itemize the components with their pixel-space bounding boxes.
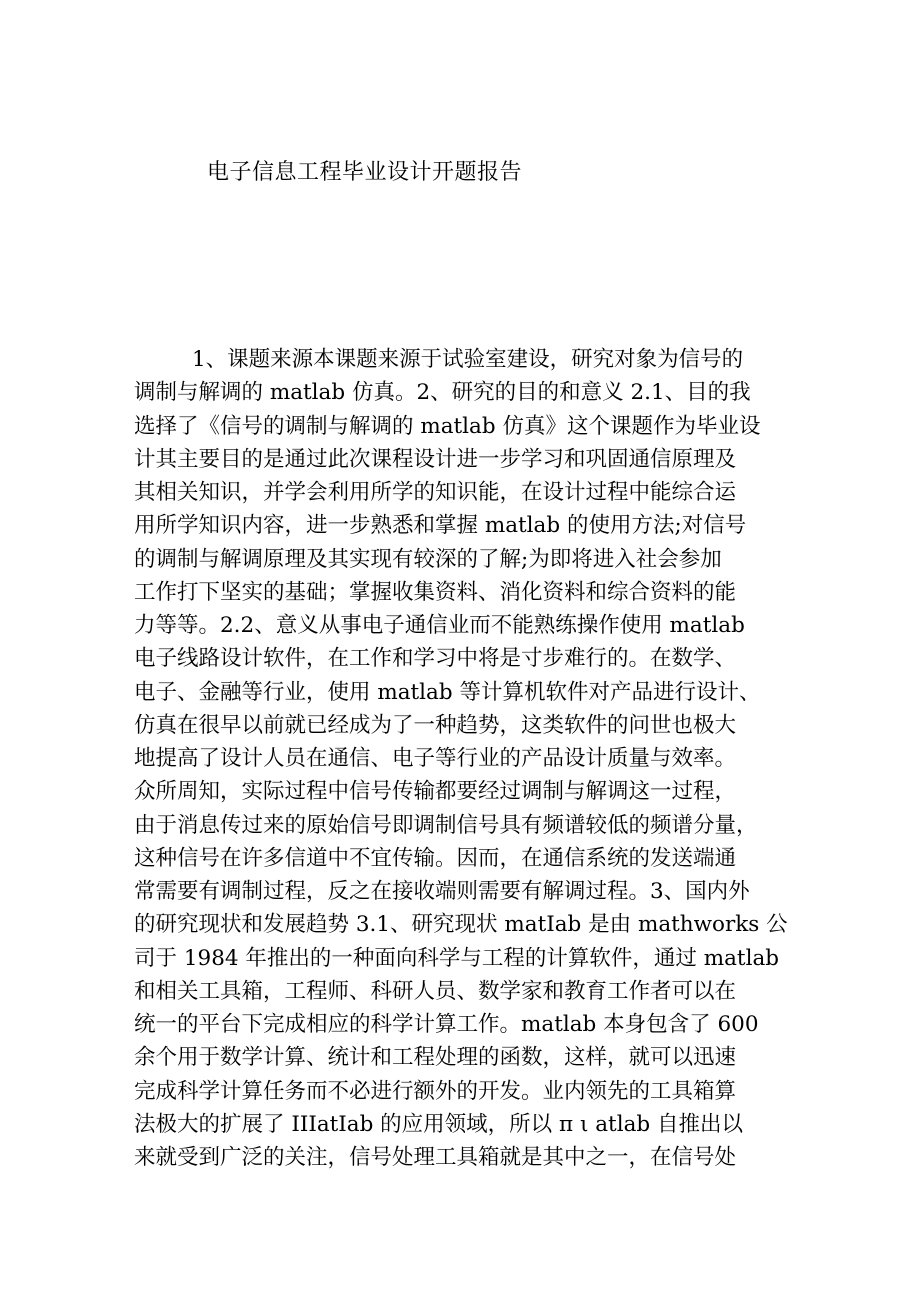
body-line: 完成科学计算任务而不必进行额外的开发。业内领先的工具箱算 [134,1078,737,1104]
body-line: 司于 1984 年推出的一种面向科学与工程的计算软件，通过 matlab [134,945,780,971]
body-line: 用所学知识内容，进一步熟悉和掌握 matlab 的使用方法;对信号 [134,513,747,539]
body-line: 仿真在很早以前就已经成为了一种趋势，这类软件的问世也极大 [134,712,737,738]
body-line: 法极大的扩展了 IIIatIab 的应用领域，所以 π ι atlab 自推出以 [134,1111,743,1137]
body-line: 1、课题来源本课题来源于试验室建设，研究对象为信号的 [192,347,744,372]
body-line: 来就受到广泛的关注，信号处理工具箱就是其中之一，在信号处 [134,1145,737,1170]
document-title: 电子信息工程毕业设计开题报告 [207,160,523,185]
body-line: 地提高了设计人员在通信、电子等行业的产品设计质量与效率。 [134,746,737,771]
body-line: 选择了《信号的调制与解调的 matlab 仿真》这个课题作为毕业设 [134,413,761,439]
body-line: 的研究现状和发展趋势 3.1、研究现状 matIab 是由 mathworks 公 [134,912,788,938]
body-line: 统一的平台下完成相应的科学计算工作。matlab 本身包含了 600 [134,1012,759,1037]
body-line: 余个用于数学计算、统计和工程处理的函数，这样，就可以迅速 [134,1045,737,1071]
body-line: 常需要有调制过程，反之在接收端则需要有解调过程。3、国内外 [134,879,750,904]
body-line: 计其主要目的是通过此次课程设计进一步学习和巩固通信原理及 [134,446,737,472]
body-line: 其相关知识，并学会利用所学的知识能，在设计过程中能综合运 [134,480,737,505]
body-line: 和相关工具箱，工程师、科研人员、数学家和教育工作者可以在 [134,978,737,1004]
body-line: 众所周知，实际过程中信号传输都要经过调制与解调这一过程， [134,779,737,805]
body-line: 调制与解调的 matlab 仿真。2、研究的目的和意义 2.1、目的我 [134,380,751,406]
document-body [134,343,794,1174]
body-line: 这种信号在许多信道中不宜传输。因而，在通信系统的发送端通 [134,845,737,871]
body-line: 由于消息传过来的原始信号即调制信号具有频谱较低的频谱分量， [134,812,758,838]
body-line: 电子线路设计软件，在工作和学习中将是寸步难行的。在数学、 [134,646,737,672]
body-line: 的调制与解调原理及其实现有较深的了解;为即将进入社会参加 [134,546,722,572]
body-line: 工作打下坚实的基础；掌握收集资料、消化资料和综合资料的能 [134,579,737,605]
body-line: 力等等。2.2、意义从事电子通信业而不能熟练操作使用 matlab [134,613,745,638]
body-line: 电子、金融等行业，使用 matlab 等计算机软件对产品进行设计、 [134,679,761,705]
